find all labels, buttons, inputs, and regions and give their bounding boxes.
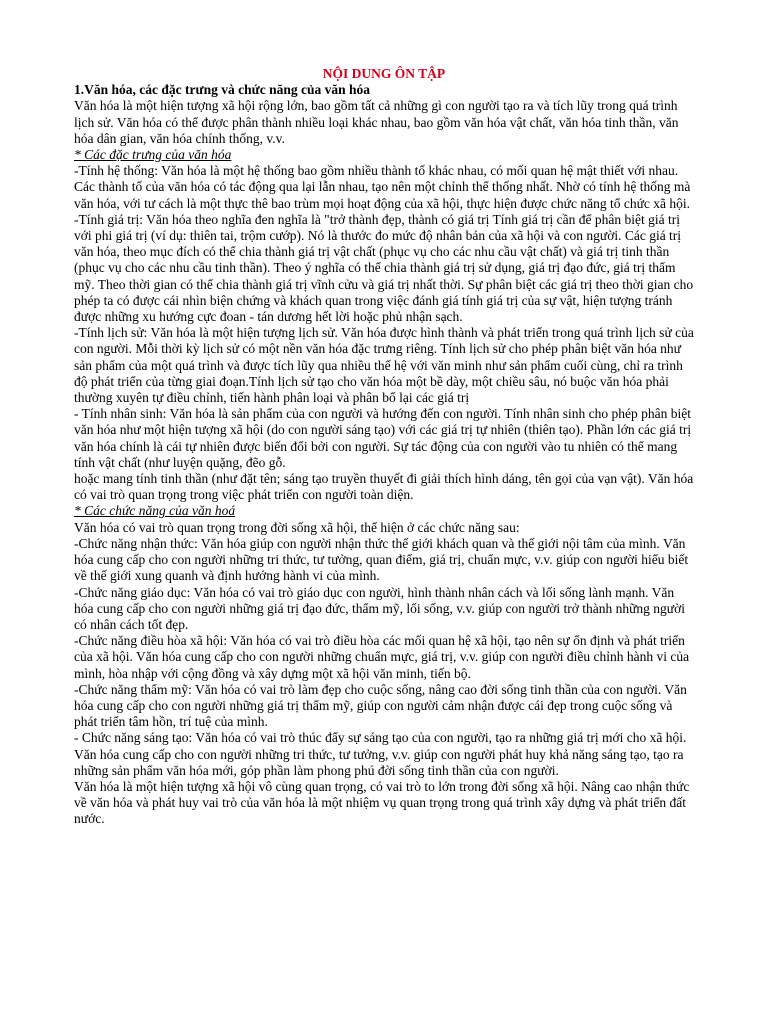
document-title: NỘI DUNG ÔN TẬP	[322, 66, 446, 81]
value-paragraph: -Tính giá trị: Văn hóa theo nghĩa đen nghĩa là "trở thành đẹp, thành có giá trị Tính giá trị cần để phân biệt giá trị với phi giá trị (ví dụ: thiên tai, trộm cướp). Nó là thước đo mức độ nhân bản của xã hội và con người. Các giá trị văn hóa, theo mục đích có thể chia thành giá trị vật chất (phục vụ cho các nhu cầu vật chất) và giá trị tinh thần (phục vụ cho các nhu cầu tinh thần). Theo ý nghĩa có thể chia thành giá trị sử dụng, giá trị đạo đức, giá trị thẩm mỹ. Theo thời gian có thể chia thành giá trị vĩnh cửu và giá trị nhất thời. Sự phân biệt các giá trị theo thời gian cho phép ta có được cái nhìn biện chứng và khách quan trong việc đánh giá tính giá trị của sự vật, hiện tượng tránh được những xu hướng cực đoan - tán dương hết lời hoặc phủ nhận sạch.	[74, 211, 694, 325]
document-page	[74, 66, 694, 828]
regulating-function-paragraph: -Chức năng điều hòa xã hội: Văn hóa có vai trò điều hòa các mối quan hệ xã hội, tạo nên sự ổn định và phát triển của xã hội. Văn hóa cung cấp cho con người những chuẩn mực, giá trị, v.v. giúp con người điều chỉnh hành vi của mình, hòa nhập với cộng đồng và xây dựng một xã hội văn minh, tiến bộ.	[74, 633, 690, 681]
functions-subheading: * Các chức năng của văn hoá	[74, 503, 236, 519]
humanistic-paragraph: - Tính nhân sinh: Văn hóa là sản phẩm của con người và hướng đến con người. Tính nhân sinh cho phép phân biệt văn hóa như một hiện tượng xã hội (do con người sáng tạo) với các giá trị tự nhiên (thiên tạo). Phần lớn các giá trị văn hóa chính là cái tự nhiên được biến đổi bởi con người. Sự tác động của con người vào tu nhiên có thể mang tính vật chất (như luyện quặng, đẽo gỗ.	[74, 406, 692, 470]
educational-function-paragraph: -Chức năng giáo dục: Văn hóa có vai trò giáo dục con người, hình thành nhân cách và lối sống lành mạnh. Văn hóa cung cấp cho con người những giá trị đạo đức, thẩm mỹ, lối sống, v.v. giúp con người trở thành những người có nhân cách tốt đẹp.	[74, 584, 685, 632]
historical-paragraph: -Tính lịch sử: Văn hóa là một hiện tượng lịch sử. Văn hóa được hình thành và phát triển trong quá trình lịch sử của con người. Mỗi thời kỳ lịch sử có một nền văn hóa đặc trưng riêng. Tính lịch sử cho phép phân biệt văn hóa như sản phẩm của một quá trình và được tích lũy qua nhiều thế hệ với văn minh như sản phẩm cuối cùng, chỉ ra trình độ phát triển của từng giai đoạn.Tính lịch sử tạo cho văn hóa một bề dày, một chiều sâu, nó buộc văn hóa phải thường xuyên tự điều chỉnh, tiến hành phân loại và phân bổ lại các giá trị	[74, 325, 694, 406]
section-heading: 1.Văn hóa, các đặc trưng và chức năng của văn hóa	[74, 82, 370, 98]
creative-function-paragraph: - Chức năng sáng tạo: Văn hóa có vai trò thúc đẩy sự sáng tạo của con người, tạo ra những giá trị mới cho xã hội. Văn hóa cung cấp cho con người những tri thức, tư tưởng, v.v. giúp con người phát huy khả năng sáng tạo, tạo ra những sản phẩm văn hóa mới, góp phần làm phong phú đời sống tinh thần của con người.	[74, 730, 687, 778]
intro-paragraph: Văn hóa là một hiện tượng xã hội rộng lớn, bao gồm tất cả những gì con người tạo ra và tích lũy trong quá trình lịch sử. Văn hóa có thể được phân thành nhiều loại khác nhau, bao gồm văn hóa vật chất, văn hóa tinh thần, văn hóa dân gian, văn hóa chính thống, v.v.	[74, 98, 679, 146]
conclusion-paragraph: Văn hóa là một hiện tượng xã hội vô cùng quan trọng, có vai trò to lớn trong đời sống xã hội. Nâng cao nhận thức về văn hóa và phát huy vai trò của văn hóa là một nhiệm vụ quan trọng trong quá trình xây dựng và phát triển đất nước.	[74, 778, 690, 827]
functions-intro-paragraph: Văn hóa có vai trò quan trọng trong đời sống xã hội, thể hiện ở các chức năng sau:	[74, 519, 520, 535]
humanistic-continued-paragraph: hoặc mang tính tinh thần (như đặt tên; sáng tạo truyền thuyết đi giải thích hình dáng, tên gọi của vạn vật). Văn hóa có vai trò quan trọng trong việc phát triển con người toàn diện.	[74, 471, 694, 503]
systemic-paragraph: -Tính hệ thống: Văn hóa là một hệ thống bao gồm nhiều thành tố khác nhau, có mối quan hệ mật thiết với nhau. Các thành tố của văn hóa có tác động qua lại lẫn nhau, tạo nên một chỉnh thể thống nhất. Nhờ có tính hệ thống mà văn hóa, với tư cách là một thực thê bao trùm mọi hoạt động của xã hội, thực hiện được chức năng tổ chức xã hội.	[74, 163, 691, 211]
cognitive-function-paragraph: -Chức năng nhận thức: Văn hóa giúp con người nhận thức thế giới khách quan và thế giới nội tâm của mình. Văn hóa cung cấp cho con người những tri thức, tư tưởng, quan điểm, giá trị, chuẩn mực, v.v. giúp con người hiểu biết về thế giới xung quanh và định hướng hành vi của mình.	[74, 535, 689, 584]
characteristics-subheading: * Các đặc trưng của văn hóa	[74, 147, 232, 163]
aesthetic-function-paragraph: -Chức năng thẩm mỹ: Văn hóa có vai trò làm đẹp cho cuộc sống, nâng cao đời sống tinh thần của con người. Văn hóa cung cấp cho con người những giá trị thẩm mỹ, giúp con người cảm nhận được cái đẹp trong cuộc sống và phát triển tâm hồn, trí tuệ của mình.	[74, 681, 687, 730]
